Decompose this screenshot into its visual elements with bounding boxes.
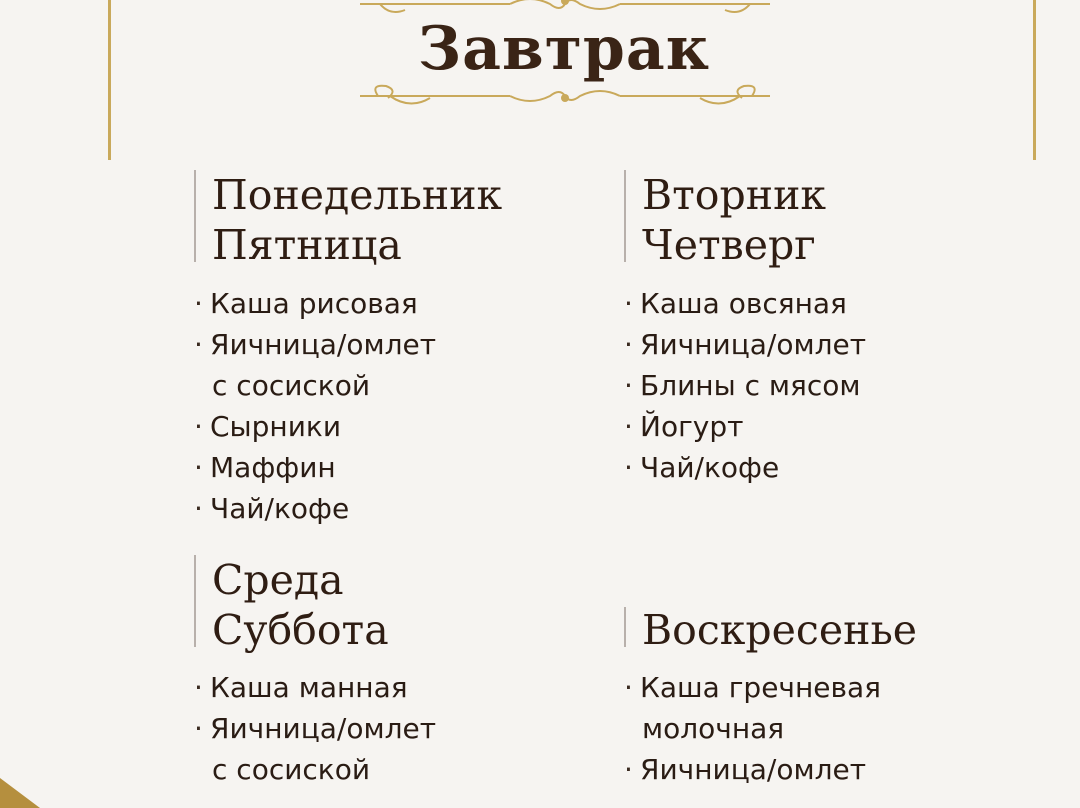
menu-list xyxy=(624,667,881,790)
item-text: Блины с мясом xyxy=(640,369,861,402)
bullet-icon: · xyxy=(194,451,203,484)
bullet-icon: · xyxy=(624,451,633,484)
bullet-icon: · xyxy=(624,671,633,704)
bullet-icon: · xyxy=(624,369,633,402)
day-name: Вторник xyxy=(642,171,827,219)
list-item xyxy=(194,749,436,790)
list-item xyxy=(624,283,866,324)
day-block-tue-thu xyxy=(624,170,1024,500)
day-heading xyxy=(642,605,917,655)
item-text: Каша гречневая xyxy=(640,671,882,704)
bullet-icon: · xyxy=(194,712,203,745)
bullet-icon: · xyxy=(194,328,203,361)
bullet-icon: · xyxy=(194,287,203,320)
item-text: Йогурт xyxy=(640,410,744,443)
list-item xyxy=(194,324,436,365)
corner-decoration xyxy=(0,778,40,808)
item-text: Каша овсяная xyxy=(640,287,847,320)
day-name: Среда xyxy=(212,556,344,604)
item-text: Маффин xyxy=(210,451,336,484)
item-text: Чай/кофе xyxy=(640,451,780,484)
day-divider xyxy=(624,170,626,262)
day-block-sun xyxy=(624,605,1024,808)
day-block-wed-sat xyxy=(194,555,594,808)
day-name: Понедельник xyxy=(212,171,503,219)
item-text: Каша рисовая xyxy=(210,287,418,320)
page-title: Завтрак xyxy=(417,14,711,84)
bullet-icon: · xyxy=(194,410,203,443)
day-divider xyxy=(624,607,626,647)
day-divider xyxy=(194,555,196,647)
day-heading xyxy=(212,170,502,270)
day-block-mon-fri xyxy=(194,170,594,540)
day-heading xyxy=(642,170,826,270)
day-divider xyxy=(194,170,196,262)
list-item xyxy=(194,708,436,749)
list-item xyxy=(624,749,881,790)
menu-list xyxy=(624,283,866,488)
list-item xyxy=(624,406,866,447)
day-name: Пятница xyxy=(212,221,402,269)
day-name: Суббота xyxy=(212,606,389,654)
bullet-icon: · xyxy=(624,753,633,786)
list-item xyxy=(194,283,436,324)
list-item xyxy=(194,406,436,447)
menu-list xyxy=(194,667,436,790)
day-name: Четверг xyxy=(642,221,816,269)
list-item xyxy=(624,447,866,488)
day-name: Воскресенье xyxy=(642,606,918,654)
list-item xyxy=(194,365,436,406)
item-text: с сосиской xyxy=(212,369,371,402)
item-text: с сосиской xyxy=(212,753,371,786)
list-item xyxy=(624,708,881,749)
list-item xyxy=(624,324,866,365)
list-item xyxy=(624,667,881,708)
item-text: Чай/кофе xyxy=(210,492,350,525)
item-text: Сырники xyxy=(210,410,342,443)
item-text: Яичница/омлет xyxy=(210,328,437,361)
bullet-icon: · xyxy=(624,410,633,443)
item-text: Яичница/омлет xyxy=(640,328,867,361)
list-item xyxy=(624,365,866,406)
item-text: молочная xyxy=(642,712,785,745)
item-text: Яичница/омлет xyxy=(210,712,437,745)
bullet-icon: · xyxy=(624,287,633,320)
list-item xyxy=(194,447,436,488)
bullet-icon: · xyxy=(624,328,633,361)
item-text: Яичница/омлет xyxy=(640,753,867,786)
bullet-icon: · xyxy=(194,492,203,525)
bullet-icon: · xyxy=(194,671,203,704)
menu-list xyxy=(194,283,436,529)
ornament-bottom-icon xyxy=(360,84,770,114)
list-item xyxy=(194,488,436,529)
list-item xyxy=(194,667,436,708)
day-heading xyxy=(212,555,389,655)
item-text: Каша манная xyxy=(210,671,408,704)
